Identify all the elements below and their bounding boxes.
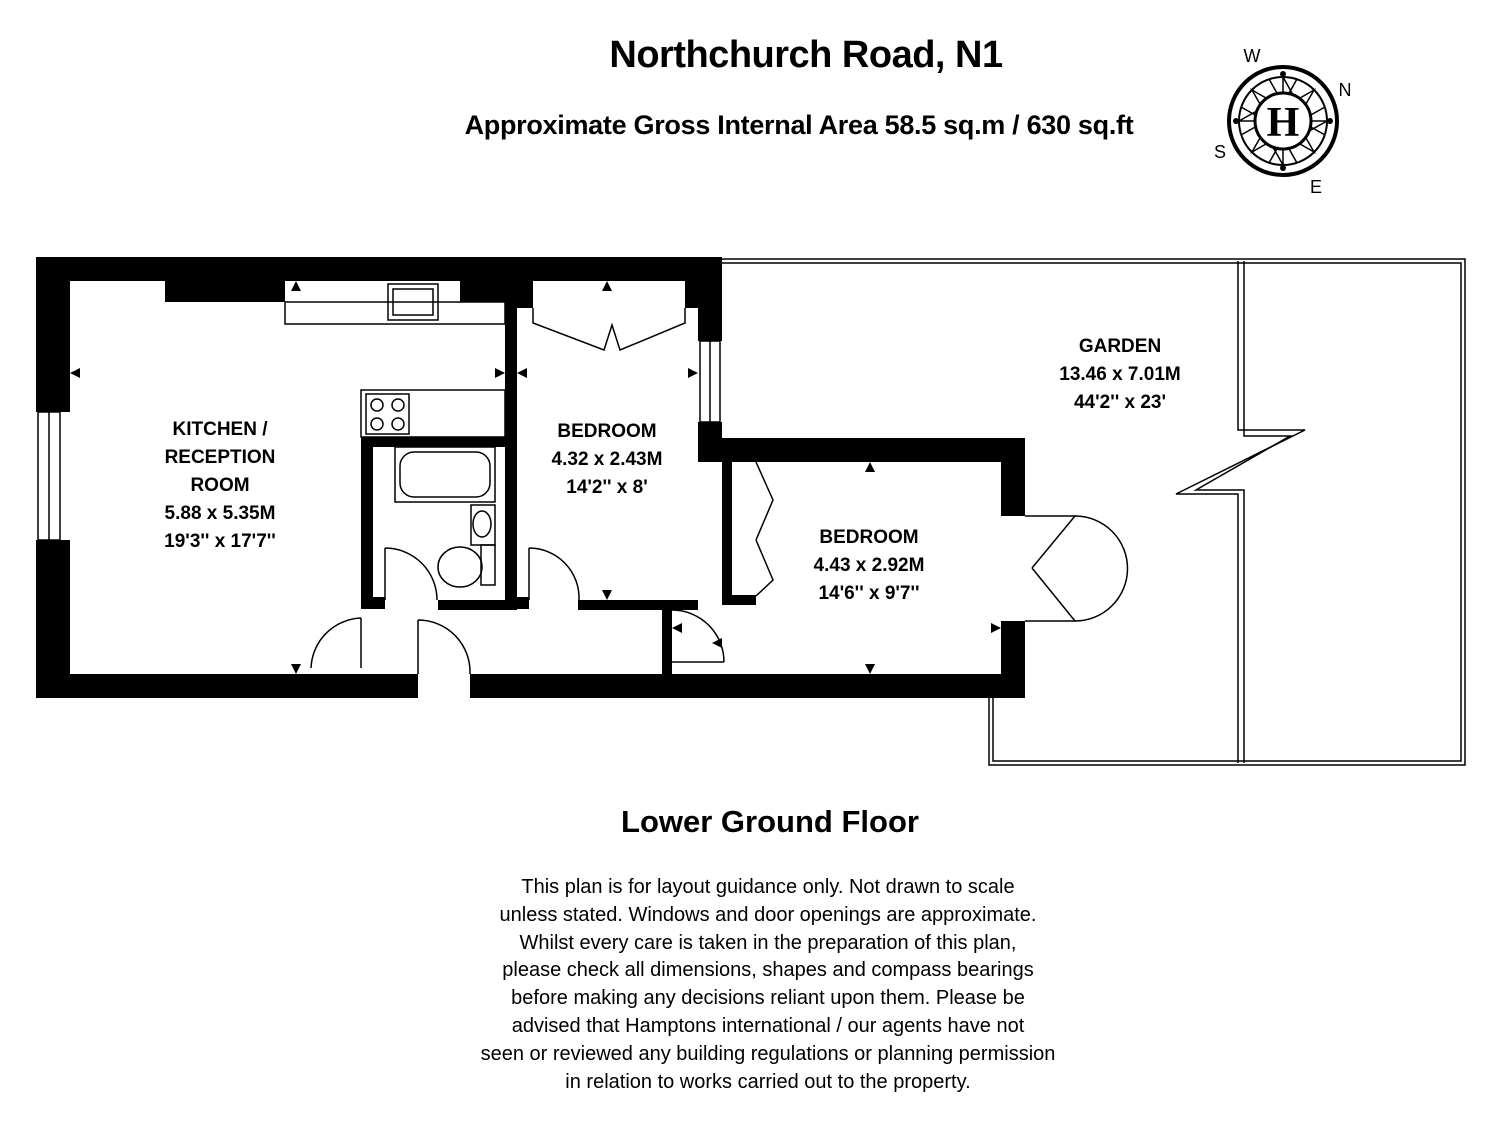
disclaimer-line: advised that Hamptons international / our agents have not: [511, 1014, 1025, 1037]
bedroom-2-name: BEDROOM: [819, 527, 919, 548]
garden-imperial: 44'2'' x 23': [1073, 392, 1167, 413]
kitchen-imperial: 19'3'' x 17'7'': [164, 531, 276, 552]
disclaimer-line: in relation to works carried out to the property.: [565, 1070, 971, 1093]
disclaimer-line: This plan is for layout guidance only. Not drawn to scale: [521, 876, 1015, 898]
disclaimer-line: unless stated. Windows and door openings are approximate.: [499, 903, 1037, 926]
floor-name: Lower Ground Floor: [621, 804, 919, 839]
disclaimer-line: before making any decisions reliant upon them. Please be: [511, 987, 1025, 1010]
bedroom-1-name: BEDROOM: [557, 421, 657, 442]
bedroom-2-imperial: 14'6'' x 9'7'': [818, 583, 920, 604]
compass-logo-letter: H: [1266, 100, 1300, 146]
bedroom-1-metric: 4.32 x 2.43M: [551, 449, 663, 470]
bedroom-2-label: [789, 524, 949, 608]
disclaimer-line: please check all dimensions, shapes and compass bearings: [502, 959, 1034, 982]
bathroom-fittings: [395, 447, 495, 587]
kitchen-metric: 5.88 x 5.35M: [164, 503, 276, 524]
compass-north: N: [1338, 80, 1352, 100]
garden-metric: 13.46 x 7.01M: [1059, 364, 1181, 385]
kitchen-fittings: [285, 284, 505, 437]
compass-east: E: [1309, 177, 1323, 197]
garden-label: [1040, 333, 1200, 417]
disclaimer-line: Whilst every care is taken in the preparation of this plan,: [519, 931, 1017, 954]
bedroom-1-imperial: 14'2'' x 8': [566, 477, 648, 498]
compass-west: W: [1243, 46, 1261, 66]
disclaimer: [438, 874, 1098, 1096]
kitchen-reception-label: [120, 416, 320, 556]
garden-name: GARDEN: [1078, 336, 1162, 357]
compass-south: S: [1213, 142, 1227, 162]
bedroom-2-metric: 4.43 x 2.92M: [813, 555, 925, 576]
kitchen-name: KITCHEN / RECEPTION ROOM: [164, 419, 276, 496]
plan-title: Northchurch Road, N1: [609, 34, 1003, 76]
disclaimer-line: seen or reviewed any building regulations or planning permission: [480, 1042, 1056, 1065]
area-summary: Approximate Gross Internal Area 58.5 sq.m / 630 sq.ft: [464, 110, 1134, 140]
bedroom-1-label: [527, 418, 687, 502]
